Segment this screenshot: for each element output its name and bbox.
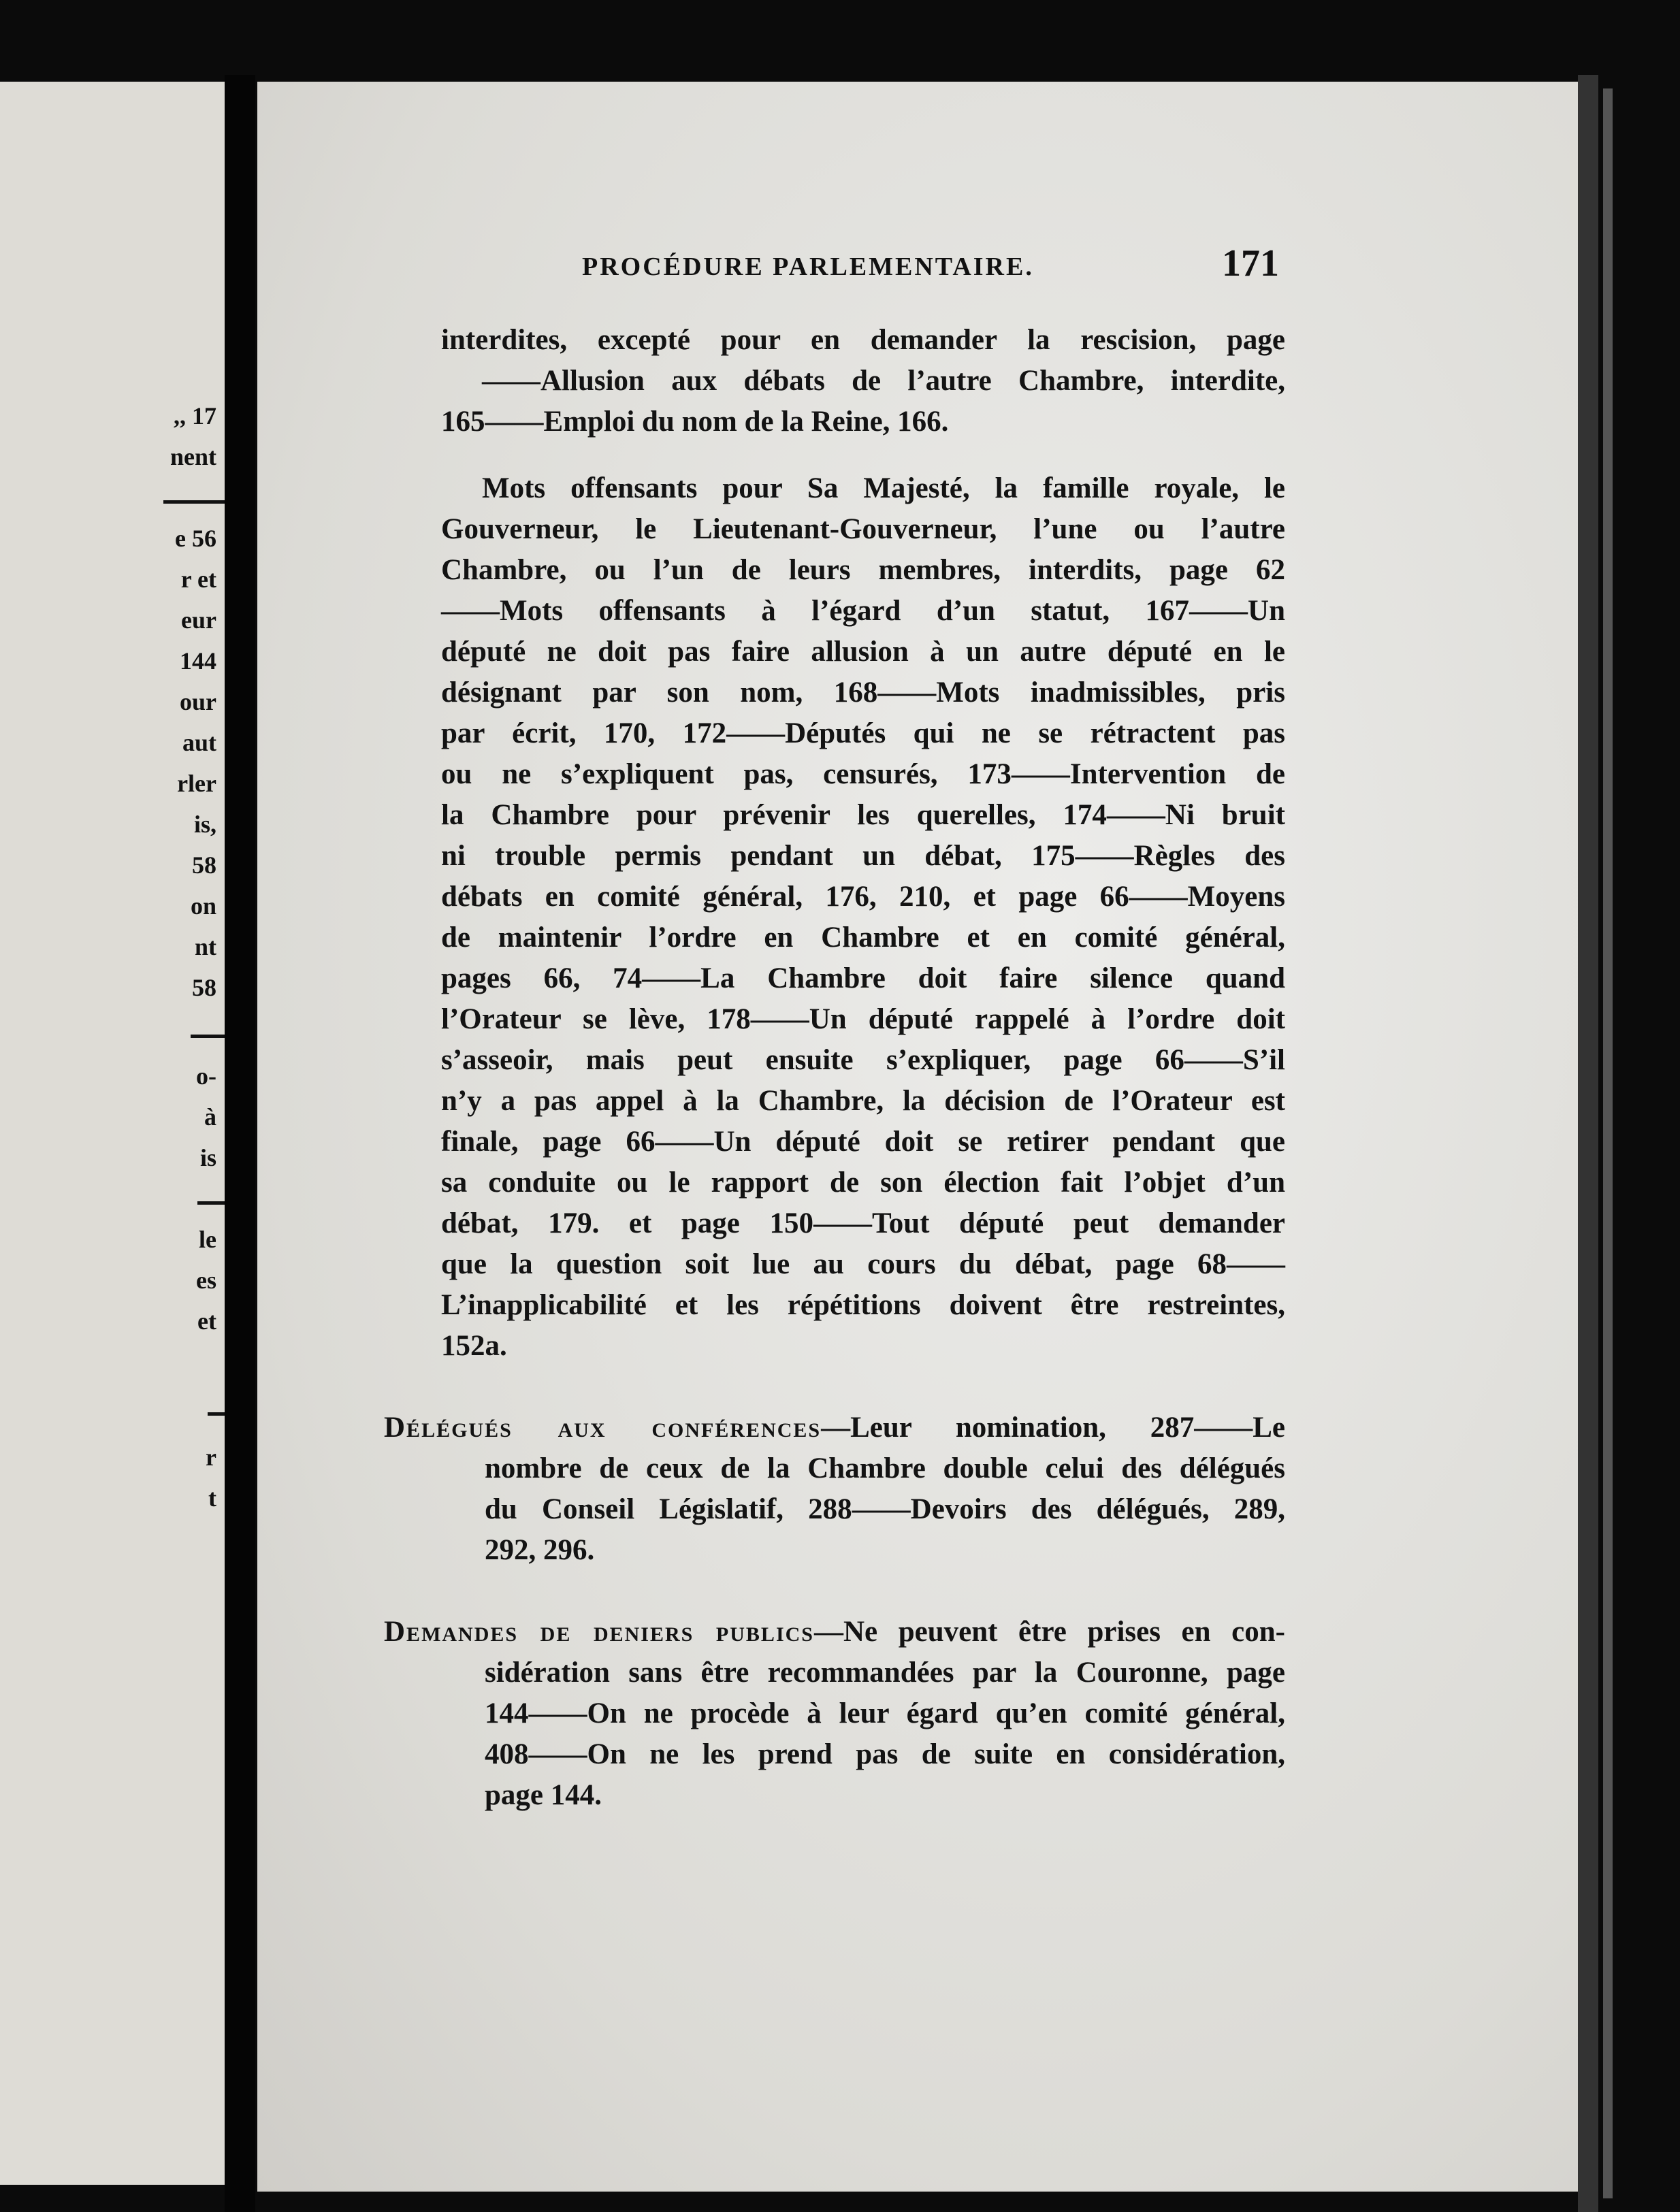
left-margin-fragment: is, <box>193 811 216 838</box>
text-line: 408——On ne les prend pas de suite en considération, <box>485 1738 1285 1770</box>
text-line: n’y a pas appel à la Chambre, la décision de l’Orateur est <box>441 1085 1285 1117</box>
text-line: interdites, excepté pour en demander la rescision, page <box>441 324 1285 356</box>
left-margin-fragment: eur <box>181 606 216 634</box>
entry-first-line <box>384 1408 1285 1448</box>
text-line: ——Mots offensants à l’égard d’un statut, 167——Un <box>441 595 1285 627</box>
text-line: Gouverneur, le Lieutenant-Gouverneur, l’une ou l’autre <box>441 513 1285 545</box>
text-line: ou ne s’expliquent pas, censurés, 173——Intervention de <box>441 758 1285 790</box>
index-text-block <box>384 320 1285 1816</box>
left-margin-fragment: nt <box>194 933 216 960</box>
text-line: débat, 179. et page 150——Tout député peut demander <box>441 1207 1285 1239</box>
text-line: débats en comité général, 176, 210, et page 66——Moyens <box>441 881 1285 913</box>
text-line: que la question soit lue au cours du débat, page 68—— <box>441 1248 1285 1280</box>
left-margin-fragment: aut <box>182 729 216 756</box>
paragraph-2 <box>441 468 1285 1367</box>
left-rule <box>163 500 225 504</box>
left-margin-fragment: e 56 <box>175 525 216 552</box>
text-line: 152a. <box>441 1330 507 1362</box>
left-margin-fragment: ,, 17 <box>174 402 216 429</box>
left-margin-fragment: nent <box>169 443 216 470</box>
left-margin-fragment: à <box>204 1103 216 1131</box>
left-margin-fragment: 58 <box>192 851 216 879</box>
book-gutter <box>225 75 255 2212</box>
text-line: finale, page 66——Un député doit se retirer pendant que <box>441 1126 1285 1158</box>
text-line: 165——Emploi du nom de la Reine, 166. <box>441 406 949 438</box>
text-line: sidération sans être recommandées par la Couronne, page <box>485 1657 1285 1689</box>
text-line: sa conduite ou le rapport de son élection fait l’objet d’un <box>441 1167 1285 1199</box>
left-margin-fragment: et <box>197 1307 216 1335</box>
page-edge <box>1578 75 1598 2212</box>
left-margin-fragment: t <box>208 1484 216 1512</box>
left-margin-fragment: our <box>180 688 216 715</box>
text-line: ni trouble permis pendant un débat, 175——Règles des <box>441 840 1285 872</box>
text-line: 144——On ne procède à leur égard qu’en comité général, <box>485 1697 1285 1729</box>
text-line: L’inapplicabilité et les répétitions doivent être restreintes, <box>441 1289 1285 1321</box>
text-line: la Chambre pour prévenir les querelles, 174——Ni bruit <box>441 799 1285 831</box>
entry-heading: Délégués aux conférences <box>384 1412 822 1444</box>
left-page-fragment <box>0 82 227 2185</box>
left-margin-fragment: on <box>190 892 216 920</box>
left-margin-fragment: 144 <box>180 647 216 674</box>
text-line: ——Allusion aux débats de l’autre Chambre, interdite, <box>482 365 1285 397</box>
left-margin-fragment: o- <box>196 1062 216 1090</box>
text-line: 292, 296. <box>485 1534 595 1566</box>
left-margin-fragment: r et <box>180 566 216 593</box>
entry-heading: Demandes de deniers publics <box>384 1616 814 1648</box>
page-number: 171 <box>1222 242 1279 284</box>
entry-delegues <box>384 1408 1285 1571</box>
left-margin-fragment: 58 <box>192 974 216 1001</box>
text-line: s’asseoir, mais peut ensuite s’expliquer, page 66——S’il <box>441 1044 1285 1076</box>
text-line: Mots offensants pour Sa Majesté, la famille royale, le <box>482 472 1285 504</box>
left-margin-fragment: le <box>199 1226 216 1253</box>
text-line: pages 66, 74——La Chambre doit faire silence quand <box>441 962 1285 994</box>
left-rule <box>197 1201 225 1205</box>
entry-first-line <box>384 1612 1285 1653</box>
text-line: député ne doit pas faire allusion à un autre député en le <box>441 636 1285 668</box>
text-line: désignant par son nom, 168——Mots inadmissibles, pris <box>441 677 1285 709</box>
entry-first-line-rest: —Leur nomination, 287——Le <box>821 1412 1285 1444</box>
left-margin-fragment: r <box>206 1444 216 1471</box>
text-line: nombre de ceux de la Chambre double celui des délégués <box>485 1452 1285 1484</box>
text-line: du Conseil Législatif, 288——Devoirs des délégués, 289, <box>485 1493 1285 1525</box>
text-line: par écrit, 170, 172——Députés qui ne se rétractent pas <box>441 717 1285 749</box>
entry-first-line-rest: —Ne peuvent être prises en con- <box>813 1616 1285 1648</box>
text-line: page 144. <box>485 1779 602 1811</box>
running-head: PROCÉDURE PARLEMENTAIRE. <box>582 253 1034 281</box>
left-rule <box>191 1035 225 1038</box>
left-rule <box>208 1412 225 1416</box>
left-margin-fragment: rler <box>177 770 216 797</box>
paragraph-1 <box>441 320 1285 442</box>
left-margin-fragment: es <box>196 1267 216 1294</box>
entry-demandes <box>384 1612 1285 1816</box>
text-line: Chambre, ou l’un de leurs membres, interdits, page 62 <box>441 554 1285 586</box>
text-line: de maintenir l’ordre en Chambre et en comité général, <box>441 922 1285 954</box>
page-edge <box>1603 88 1613 2198</box>
left-margin-fragment: is <box>199 1144 216 1171</box>
text-line: l’Orateur se lève, 178——Un député rappelé à l’ordre doit <box>441 1003 1285 1035</box>
